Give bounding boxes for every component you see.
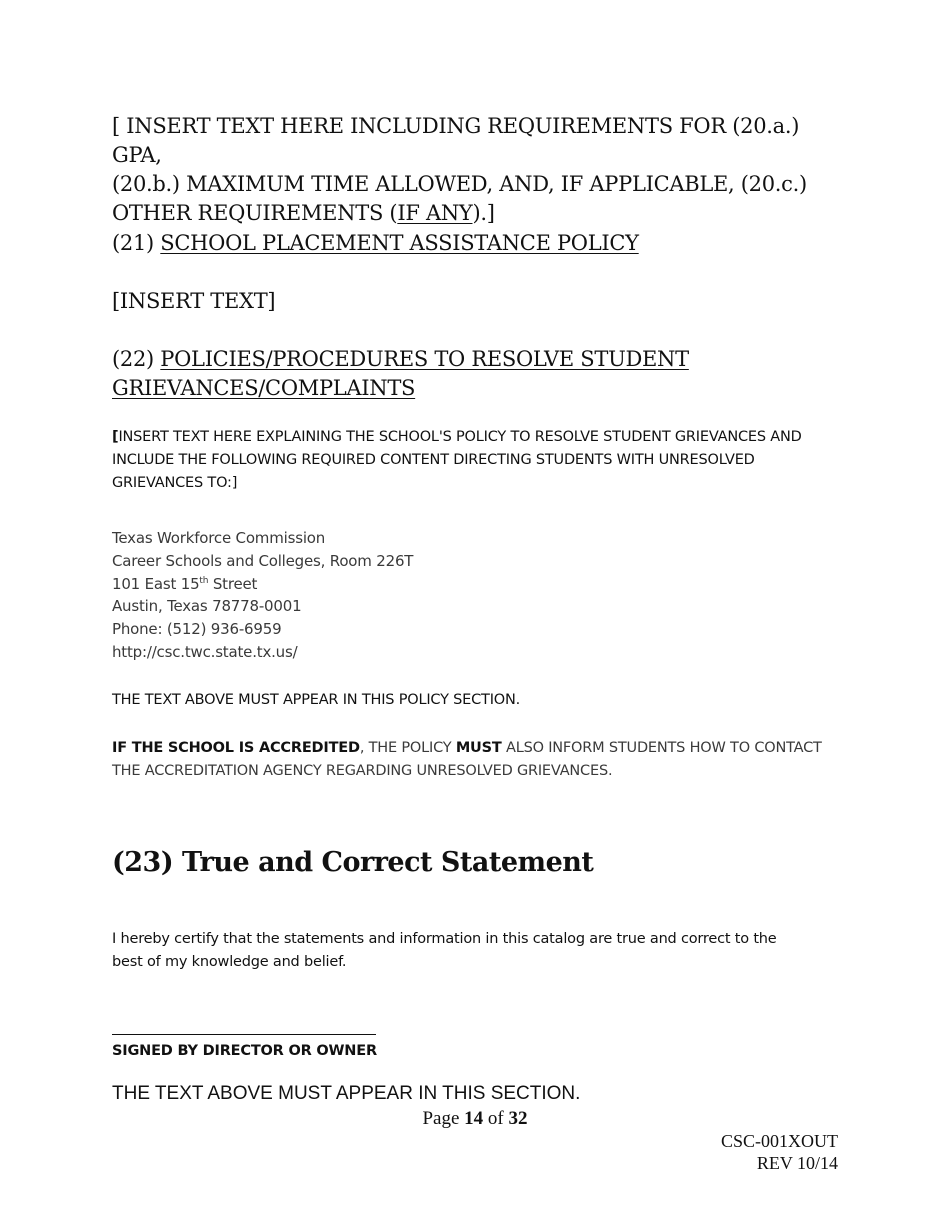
instruction-line-2: INCLUDE THE FOLLOWING REQUIRED CONTENT DIRECTING STUDENTS WITH UNRESOLVED bbox=[112, 452, 755, 468]
instruction-line-1 bbox=[112, 426, 802, 449]
page-total: 32 bbox=[508, 1108, 528, 1129]
section-22-heading-line-2 bbox=[112, 374, 689, 403]
section-20-line-3 bbox=[112, 199, 840, 228]
accreditation-notice bbox=[112, 737, 822, 783]
accreditation-line-1 bbox=[112, 737, 822, 760]
section-20-line-3-prefix: OTHER REQUIREMENTS ( bbox=[112, 201, 398, 225]
document-page bbox=[112, 0, 840, 1230]
accredited-rest: ALSO INFORM STUDENTS HOW TO CONTACT bbox=[501, 740, 822, 756]
section-20-line-1: [ INSERT TEXT HERE INCLUDING REQUIREMENTS FOR (20.a.) GPA, bbox=[112, 114, 800, 167]
twc-address-block bbox=[112, 527, 413, 664]
address-street-sup: th bbox=[199, 575, 209, 586]
address-city: Austin, Texas 78778-0001 bbox=[112, 597, 302, 616]
signature-line bbox=[112, 1034, 376, 1035]
page-current: 14 bbox=[464, 1108, 484, 1129]
certification-line-1: I hereby certify that the statements and information in this catalog are true and correct to the bbox=[112, 931, 777, 947]
address-street-suffix: Street bbox=[208, 574, 258, 593]
section-22-title-line-1: POLICIES/PROCEDURES TO RESOLVE STUDENT bbox=[160, 347, 689, 371]
section-20-line-2: (20.b.) MAXIMUM TIME ALLOWED, AND, IF APPLICABLE, (20.c.) bbox=[112, 172, 807, 196]
address-url: http://csc.twc.state.tx.us/ bbox=[112, 642, 298, 661]
section-20-line-3-suffix: ).] bbox=[472, 201, 495, 225]
form-revision: REV 10/14 bbox=[756, 1153, 838, 1173]
section-22-heading-line-1 bbox=[112, 345, 689, 374]
section-21-heading bbox=[112, 229, 639, 258]
signature-label: SIGNED BY DIRECTOR OR OWNER bbox=[112, 1043, 377, 1059]
section-23-heading: (23) True and Correct Statement bbox=[112, 847, 594, 878]
instruction-open-bracket: [ bbox=[112, 429, 119, 445]
form-code: CSC-001XOUT bbox=[720, 1131, 838, 1151]
section-23-note: THE TEXT ABOVE MUST APPEAR IN THIS SECTION. bbox=[112, 1083, 581, 1104]
address-dept: Career Schools and Colleges, Room 226T bbox=[112, 551, 414, 570]
section-22-instruction bbox=[112, 426, 802, 495]
form-reference bbox=[721, 1130, 838, 1174]
page-prefix: Page bbox=[422, 1108, 465, 1129]
section-20-text bbox=[112, 112, 840, 228]
address-org: Texas Workforce Commission bbox=[112, 529, 326, 547]
accredited-mid: , THE POLICY bbox=[359, 740, 456, 756]
section-22-number: (22) bbox=[112, 347, 161, 371]
certification-line-2: best of my knowledge and belief. bbox=[112, 954, 347, 970]
instruction-line-3: GRIEVANCES TO:] bbox=[112, 475, 238, 491]
address-street bbox=[112, 573, 413, 596]
must-appear-notice: THE TEXT ABOVE MUST APPEAR IN THIS POLICY SECTION. bbox=[112, 692, 521, 708]
address-street-prefix: 101 East 15 bbox=[112, 574, 200, 593]
instruction-line-1-text: INSERT TEXT HERE EXPLAINING THE SCHOOL'S POLICY TO RESOLVE STUDENT GRIEVANCES AND bbox=[118, 429, 802, 445]
accreditation-line-2: THE ACCREDITATION AGENCY REGARDING UNRESOLVED GRIEVANCES. bbox=[112, 763, 613, 779]
page-number bbox=[0, 1107, 950, 1131]
page-mid: of bbox=[483, 1108, 509, 1129]
certification-statement bbox=[112, 928, 777, 974]
accredited-bold: IF THE SCHOOL IS ACCREDITED bbox=[112, 740, 360, 756]
section-22-heading bbox=[112, 345, 689, 403]
if-any-underlined: IF ANY bbox=[397, 201, 473, 225]
section-21-title: SCHOOL PLACEMENT ASSISTANCE POLICY bbox=[160, 231, 639, 255]
accredited-must: MUST bbox=[455, 740, 502, 756]
section-21-number: (21) bbox=[112, 231, 161, 255]
section-22-title-line-2: GRIEVANCES/COMPLAINTS bbox=[112, 376, 416, 400]
section-21-placeholder: [INSERT TEXT] bbox=[112, 289, 276, 313]
address-phone: Phone: (512) 936-6959 bbox=[112, 620, 282, 639]
